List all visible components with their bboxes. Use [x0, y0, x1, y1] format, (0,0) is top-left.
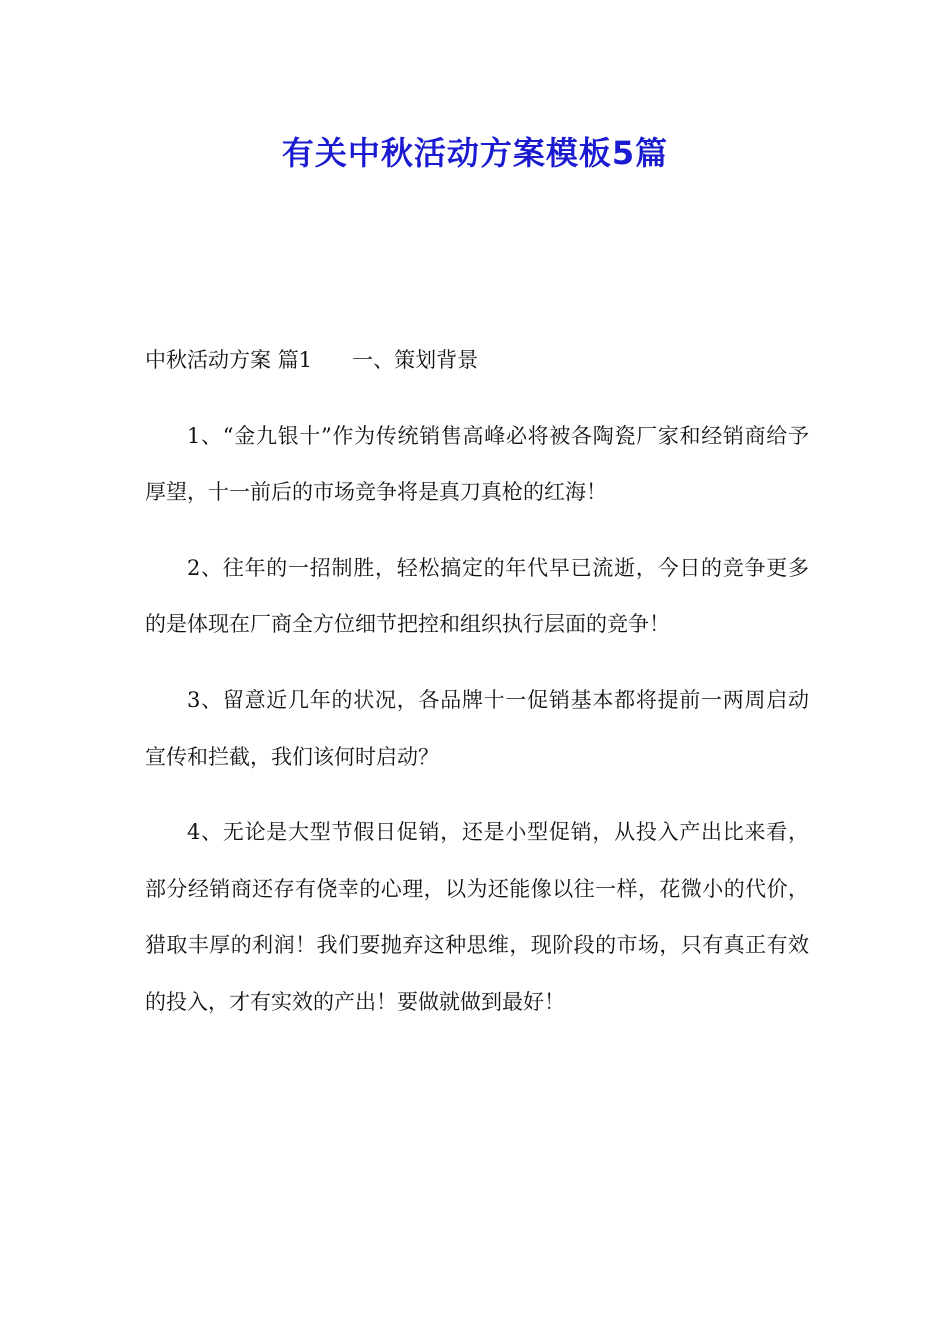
subheading: 一、策划背景 [352, 348, 479, 372]
section-heading: 中秋活动方案 [145, 348, 271, 372]
document-title: 有关中秋活动方案模板5篇 [281, 134, 669, 172]
paragraph-4: 4、无论是大型节假日促销，还是小型促销，从投入产出比来看，部分经销商还存有侥幸的心理，以为还能像以往一样，花微小的代价，猎取丰厚的利润！我们要抛弃这种思维，现阶段的市场，只有真正有效的投入，才有实效的产出！要做就做到最好！ [145, 820, 809, 1014]
section-lead-line [145, 332, 809, 389]
paragraph-2: 2、往年的一招制胜，轻松搞定的年代早已流逝，今日的竞争更多的是体现在厂商全方位细节把控和组织执行层面的竞争！ [145, 555, 809, 637]
section-number: 篇1 [277, 348, 313, 372]
document-body [145, 332, 809, 1050]
paragraph-1: 1、“金九银十”作为传统销售高峰必将被各陶瓷厂家和经销商给予厚望，十一前后的市场竞争将是真刀真枪的红海！ [145, 423, 809, 505]
paragraph-3: 3、留意近几年的状况，各品牌十一促销基本都将提前一两周启动宣传和拦截，我们该何时启动？ [145, 687, 809, 769]
